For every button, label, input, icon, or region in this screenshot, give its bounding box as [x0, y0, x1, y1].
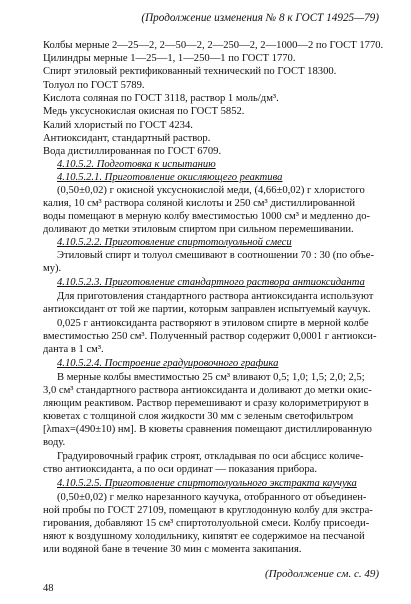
section-heading: 4.10.5.2. Подготовка к испытанию	[57, 159, 216, 170]
text-line: 3,0 см³ стандартного раствора антиоксиданта и доливают до метки окис-	[43, 385, 372, 396]
text-line: Вода дистиллированная по ГОСТ 6709.	[43, 146, 222, 157]
text-line: гирования, добавляют 15 см³ спиртотолуольной смеси. Колбу присоеди-	[43, 518, 370, 529]
section-heading: 4.10.5.2.3. Приготовление стандартного раствора антиоксиданта	[57, 277, 365, 288]
page-number: 48	[43, 583, 54, 594]
text-line: (0,50±0,02) г окисной уксуснокислой меди, (4,66±0,02) г хлористого	[57, 185, 365, 196]
text-line: Толуол по ГОСТ 5789.	[43, 80, 145, 91]
text-line: Этиловый спирт и толуол смешивают в соотношении 70 : 30 (по объе-	[57, 250, 374, 261]
text-line: воду.	[43, 437, 66, 448]
text-line: доливают до метки этиловым спиртом при сильном перемешивании.	[43, 224, 354, 235]
section-heading: 4.10.5.2.1. Приготовление окисляющего реактива	[57, 172, 283, 183]
text-line: Градуировочный график строят, откладывая по оси абсцисс количе-	[57, 451, 364, 462]
text-line: Медь уксуснокислая окисная по ГОСТ 5852.	[43, 106, 245, 117]
text-line: или водяной бане в течение 30 мин с момента закипания.	[43, 544, 302, 555]
text-line: Цилиндры мерные 1—25—1, 1—250—1 по ГОСТ 1770.	[43, 53, 296, 64]
text-line: Для приготовления стандартного раствора антиоксиданта используют	[57, 291, 374, 302]
text-line: Калий хлористый по ГОСТ 4234.	[43, 120, 193, 131]
text-line: воды помещают в мерную колбу вместимостью 1000 см³ и медленно до-	[43, 211, 371, 222]
text-line: (0,50±0,02) г мелко нарезанного каучука, отобранного от объединен-	[57, 492, 367, 503]
text-line: вместимостью 250 см³. Полученный раствор содержит 0,0001 г антиокси-	[43, 331, 377, 342]
section-heading: 4.10.5.2.4. Построение градуировочного графика	[57, 358, 279, 369]
text-line: 0,025 г антиоксиданта растворяют в этиловом спирте в мерной колбе	[57, 318, 369, 329]
page-header: (Продолжение изменения № 8 к ГОСТ 14925—79)	[141, 12, 379, 24]
text-line: ляющим реактивом. Раствор перемешивают и сразу колориметрируют в	[43, 398, 369, 409]
continuation-note: (Продолжение см. с. 49)	[264, 568, 379, 580]
text-line: В мерные колбы вместимостью 25 см³ вливают 0,5; 1,0; 1,5; 2,0; 2,5;	[57, 372, 365, 383]
text-line: Кислота соляная по ГОСТ 3118, раствор 1 моль/дм³.	[43, 93, 279, 104]
text-line: му).	[43, 263, 62, 274]
text-line: Антиоксидант, стандартный раствор.	[43, 133, 211, 144]
text-line: няют к воздушному холодильнику, кипятят ее содержимое на песчаной	[43, 531, 365, 542]
text-line: антиоксидант от той же партии, которым заправлен испытуемый каучук.	[43, 304, 371, 315]
section-heading: 4.10.5.2.2. Приготовление спиртотолуольной смеси	[57, 237, 292, 248]
text-line: ство антиоксиданта, а по оси ординат — показания прибора.	[43, 464, 317, 475]
text-line: Спирт этиловый ректификованный технический по ГОСТ 18300.	[43, 66, 337, 77]
text-line: [λmax=(490±10) нм]. В кюветы сравнения помещают дистиллированную	[43, 424, 372, 435]
text-line: калия, 10 см³ раствора соляной кислоты и 250 см³ дистиллированной	[43, 198, 356, 209]
text-line: Колбы мерные 2—25—2, 2—50—2, 2—250—2, 2—1000—2 по ГОСТ 1770.	[43, 40, 384, 51]
section-heading: 4.10.5.2.5. Приготовление спиртотолуольного экстракта каучука	[57, 478, 357, 489]
text-line: ной пробы по ГОСТ 27109, помещают в круглодонную колбу для экстра-	[43, 505, 373, 516]
text-line: данта в 1 см³.	[43, 344, 104, 355]
text-line: кюветах с толщиной слоя жидкости 30 мм с зеленым светофильтром	[43, 411, 354, 422]
